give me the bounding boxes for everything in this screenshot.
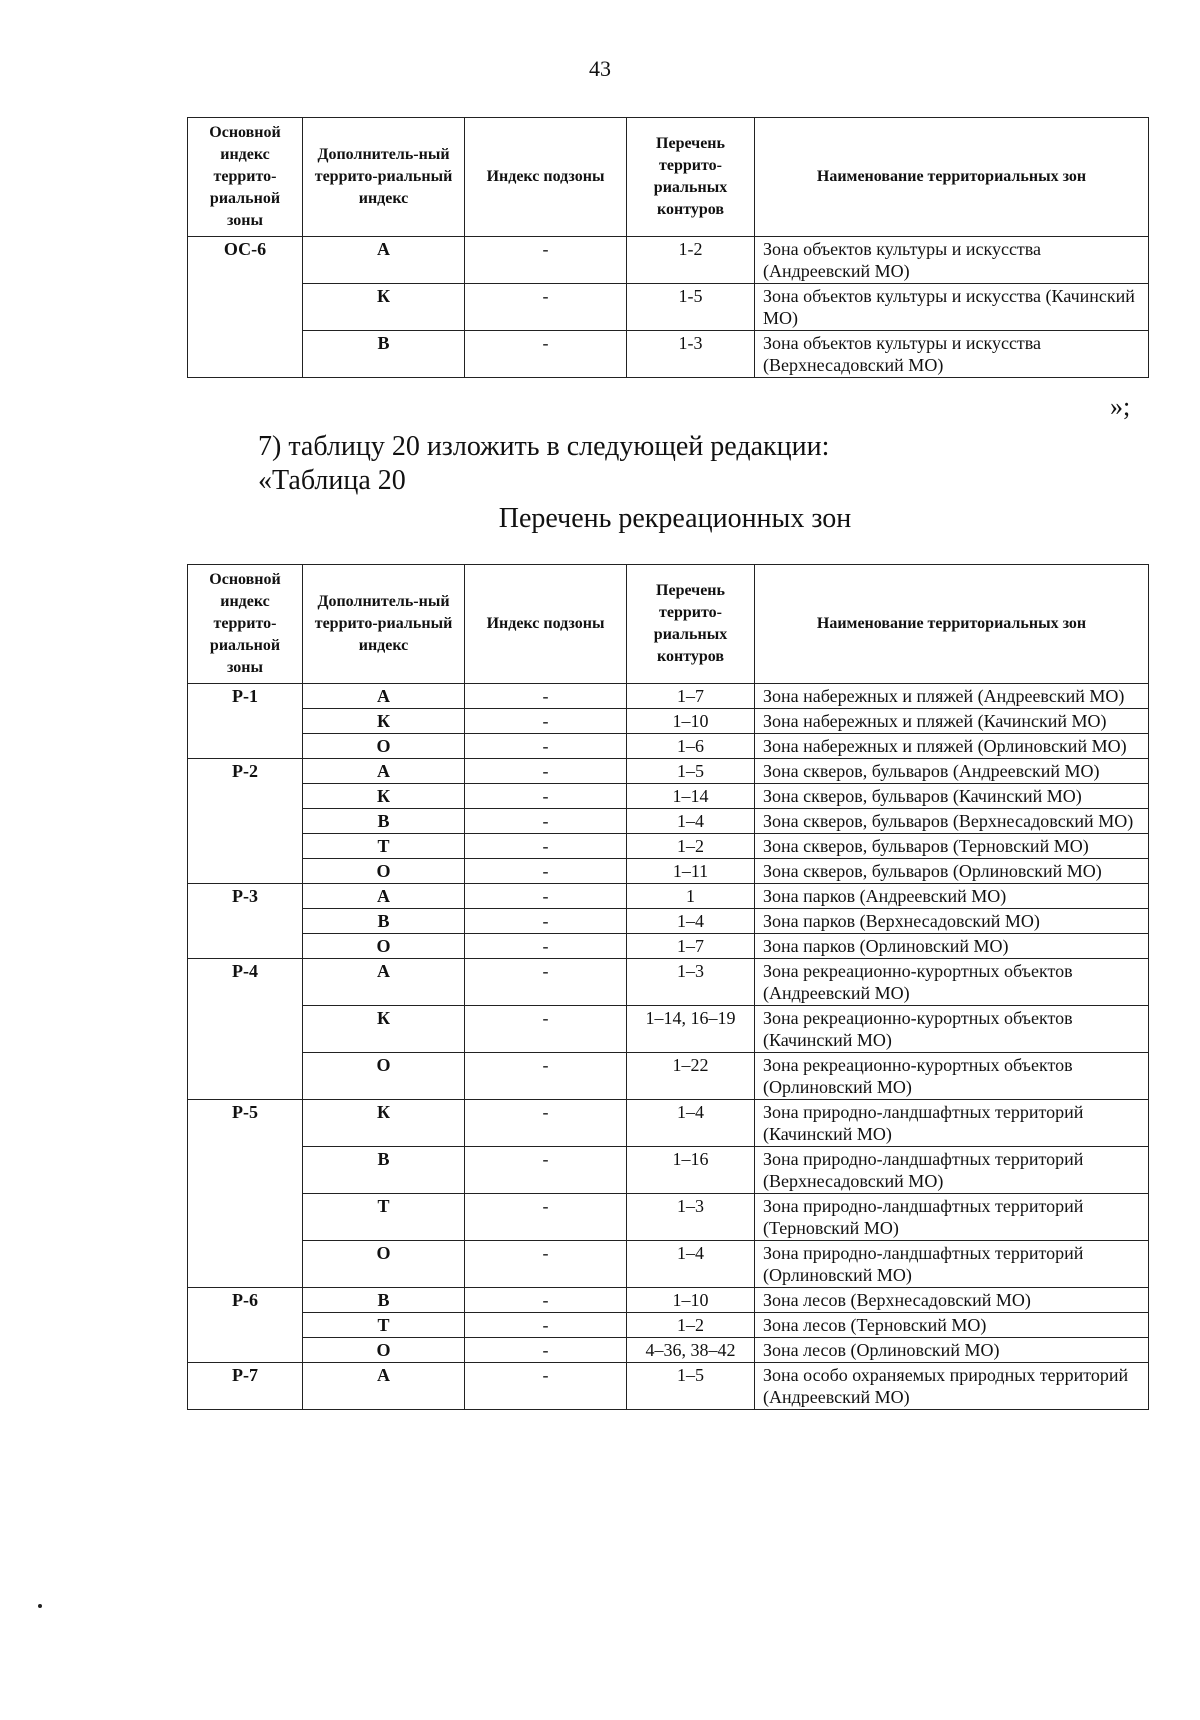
cell-subzone-index: -: [465, 1338, 627, 1363]
cell-contours: 1–3: [627, 1194, 755, 1241]
table-row: [188, 734, 1149, 759]
cell-extra-index: В: [303, 909, 465, 934]
table-row: [188, 709, 1149, 734]
cell-zone-name: Зона лесов (Верхнесадовский МО): [755, 1288, 1149, 1313]
header-subzone-index: Индекс подзоны: [465, 565, 627, 684]
table-row: [188, 1363, 1149, 1410]
cell-subzone-index: -: [465, 959, 627, 1006]
cell-subzone-index: -: [465, 909, 627, 934]
header-contours: Перечень террито-риальных контуров: [627, 118, 755, 237]
table-row: [188, 1147, 1149, 1194]
cell-contours: 1–14: [627, 784, 755, 809]
header-zone-name: Наименование территориальных зон: [755, 118, 1149, 237]
cell-subzone-index: -: [465, 1147, 627, 1194]
cell-zone-name: Зона скверов, бульваров (Орлиновский МО): [755, 859, 1149, 884]
header-zone-name: Наименование территориальных зон: [755, 565, 1149, 684]
table-row: [188, 859, 1149, 884]
cell-extra-index: В: [303, 1147, 465, 1194]
cell-extra-index: К: [303, 709, 465, 734]
cell-contours: 1–11: [627, 859, 755, 884]
table-row: [188, 284, 1149, 331]
cell-zone-name: Зона особо охраняемых природных территорий (Андреевский МО): [755, 1363, 1149, 1410]
header-main-index: Основной индекс террито-риальной зоны: [188, 118, 303, 237]
cell-subzone-index: -: [465, 1288, 627, 1313]
cell-contours: 1–2: [627, 834, 755, 859]
cell-subzone-index: -: [465, 1194, 627, 1241]
table-row: [188, 1100, 1149, 1147]
cell-zone-name: Зона лесов (Терновский МО): [755, 1313, 1149, 1338]
cell-subzone-index: -: [465, 1100, 627, 1147]
cell-extra-index: В: [303, 331, 465, 378]
cell-subzone-index: -: [465, 684, 627, 709]
table-row: [188, 909, 1149, 934]
cell-zone-name: Зона парков (Верхнесадовский МО): [755, 909, 1149, 934]
cell-subzone-index: -: [465, 1313, 627, 1338]
cell-contours: 1–10: [627, 1288, 755, 1313]
cell-contours: 1–6: [627, 734, 755, 759]
cell-extra-index: А: [303, 1363, 465, 1410]
table-row: [188, 759, 1149, 784]
cell-extra-index: О: [303, 1241, 465, 1288]
cell-extra-index: Т: [303, 1313, 465, 1338]
cell-contours: 1–4: [627, 809, 755, 834]
cell-extra-index: О: [303, 1053, 465, 1100]
cell-extra-index: А: [303, 884, 465, 909]
cell-extra-index: О: [303, 734, 465, 759]
cell-zone-name: Зона лесов (Орлиновский МО): [755, 1338, 1149, 1363]
cell-zone-name: Зона парков (Орлиновский МО): [755, 934, 1149, 959]
cell-extra-index: Т: [303, 1194, 465, 1241]
margin-dot: [38, 1604, 42, 1608]
cell-main-index: Р-7: [188, 1363, 303, 1410]
cell-zone-name: Зона набережных и пляжей (Качинский МО): [755, 709, 1149, 734]
cell-subzone-index: -: [465, 759, 627, 784]
cell-zone-name: Зона объектов культуры и искусства (Верхнесадовский МО): [755, 331, 1149, 378]
cell-contours: 1–22: [627, 1053, 755, 1100]
cell-subzone-index: -: [465, 1241, 627, 1288]
cell-main-index: Р-2: [188, 759, 303, 884]
table-row: [188, 959, 1149, 1006]
cell-contours: 1–10: [627, 709, 755, 734]
cell-subzone-index: -: [465, 331, 627, 378]
cell-subzone-index: -: [465, 1053, 627, 1100]
cell-subzone-index: -: [465, 834, 627, 859]
cell-zone-name: Зона рекреационно-курортных объектов (Андреевский МО): [755, 959, 1149, 1006]
header-extra-index: Дополнитель-ный террито-риальный индекс: [303, 565, 465, 684]
cell-contours: 1–16: [627, 1147, 755, 1194]
cell-subzone-index: -: [465, 734, 627, 759]
cell-zone-name: Зона парков (Андреевский МО): [755, 884, 1149, 909]
header-main-index: Основной индекс террито-риальной зоны: [188, 565, 303, 684]
table-os-body: [188, 237, 1149, 378]
cell-extra-index: К: [303, 284, 465, 331]
cell-zone-name: Зона природно-ландшафтных территорий (Терновский МО): [755, 1194, 1149, 1241]
cell-contours: 1–7: [627, 934, 755, 959]
cell-contours: 1–2: [627, 1313, 755, 1338]
cell-main-index: Р-5: [188, 1100, 303, 1288]
table-row: [188, 1053, 1149, 1100]
cell-subzone-index: -: [465, 1363, 627, 1410]
table-row: [188, 1194, 1149, 1241]
table-row: [188, 684, 1149, 709]
cell-extra-index: К: [303, 1006, 465, 1053]
table-row: [188, 331, 1149, 378]
cell-contours: 1–4: [627, 1241, 755, 1288]
cell-contours: 1–14, 16–19: [627, 1006, 755, 1053]
cell-contours: 4–36, 38–42: [627, 1338, 755, 1363]
cell-zone-name: Зона природно-ландшафтных территорий (Качинский МО): [755, 1100, 1149, 1147]
cell-main-index: Р-3: [188, 884, 303, 959]
table-row: [188, 1338, 1149, 1363]
cell-contours: 1-2: [627, 237, 755, 284]
table-row: [188, 1241, 1149, 1288]
cell-zone-name: Зона скверов, бульваров (Верхнесадовский МО): [755, 809, 1149, 834]
cell-subzone-index: -: [465, 237, 627, 284]
table-row: [188, 1313, 1149, 1338]
table-r-body: [188, 684, 1149, 1410]
cell-zone-name: Зона природно-ландшафтных территорий (Верхнесадовский МО): [755, 1147, 1149, 1194]
closing-quote: »;: [1110, 392, 1131, 421]
table-row: [188, 1006, 1149, 1053]
cell-contours: 1–3: [627, 959, 755, 1006]
table-os-zones: [187, 117, 1149, 378]
cell-extra-index: А: [303, 684, 465, 709]
cell-zone-name: Зона скверов, бульваров (Терновский МО): [755, 834, 1149, 859]
table-row: [188, 884, 1149, 909]
cell-zone-name: Зона рекреационно-курортных объектов (Орлиновский МО): [755, 1053, 1149, 1100]
cell-extra-index: О: [303, 934, 465, 959]
cell-extra-index: О: [303, 859, 465, 884]
instruction-text: 7) таблицу 20 изложить в следующей редакции:: [258, 431, 830, 462]
cell-extra-index: А: [303, 959, 465, 1006]
header-contours: Перечень террито-риальных контуров: [627, 565, 755, 684]
cell-extra-index: А: [303, 759, 465, 784]
cell-contours: 1–4: [627, 909, 755, 934]
cell-contours: 1–5: [627, 759, 755, 784]
table-row: [188, 237, 1149, 284]
cell-zone-name: Зона набережных и пляжей (Орлиновский МО): [755, 734, 1149, 759]
cell-subzone-index: -: [465, 859, 627, 884]
cell-extra-index: Т: [303, 834, 465, 859]
table-recreation-zones: [187, 564, 1149, 1410]
cell-zone-name: Зона природно-ландшафтных территорий (Орлиновский МО): [755, 1241, 1149, 1288]
table-row: [188, 809, 1149, 834]
header-extra-index: Дополнитель-ный террито-риальный индекс: [303, 118, 465, 237]
cell-extra-index: В: [303, 1288, 465, 1313]
cell-zone-name: Зона объектов культуры и искусства (Качинский МО): [755, 284, 1149, 331]
table-row: [188, 934, 1149, 959]
table-row: [188, 1288, 1149, 1313]
cell-main-index: Р-4: [188, 959, 303, 1100]
cell-extra-index: В: [303, 809, 465, 834]
cell-extra-index: К: [303, 1100, 465, 1147]
table-header-row: [188, 118, 1149, 237]
cell-subzone-index: -: [465, 809, 627, 834]
cell-subzone-index: -: [465, 709, 627, 734]
cell-zone-name: Зона скверов, бульваров (Андреевский МО): [755, 759, 1149, 784]
table-label: «Таблица 20: [258, 465, 406, 496]
table-row: [188, 834, 1149, 859]
cell-zone-name: Зона набережных и пляжей (Андреевский МО): [755, 684, 1149, 709]
page-number: 43: [589, 56, 611, 81]
cell-contours: 1-3: [627, 331, 755, 378]
header-subzone-index: Индекс подзоны: [465, 118, 627, 237]
table-row: [188, 784, 1149, 809]
cell-subzone-index: -: [465, 784, 627, 809]
table-header-row: [188, 565, 1149, 684]
table-title: Перечень рекреационных зон: [498, 503, 852, 534]
cell-subzone-index: -: [465, 1006, 627, 1053]
cell-zone-name: Зона объектов культуры и искусства (Андреевский МО): [755, 237, 1149, 284]
cell-extra-index: О: [303, 1338, 465, 1363]
cell-contours: 1: [627, 884, 755, 909]
cell-extra-index: А: [303, 237, 465, 284]
cell-subzone-index: -: [465, 284, 627, 331]
cell-contours: 1-5: [627, 284, 755, 331]
cell-contours: 1–4: [627, 1100, 755, 1147]
cell-subzone-index: -: [465, 934, 627, 959]
cell-extra-index: К: [303, 784, 465, 809]
cell-contours: 1–7: [627, 684, 755, 709]
cell-main-index: Р-1: [188, 684, 303, 759]
cell-zone-name: Зона скверов, бульваров (Качинский МО): [755, 784, 1149, 809]
cell-main-index: ОС-6: [188, 237, 303, 378]
cell-subzone-index: -: [465, 884, 627, 909]
cell-contours: 1–5: [627, 1363, 755, 1410]
cell-zone-name: Зона рекреационно-курортных объектов (Качинский МО): [755, 1006, 1149, 1053]
cell-main-index: Р-6: [188, 1288, 303, 1363]
